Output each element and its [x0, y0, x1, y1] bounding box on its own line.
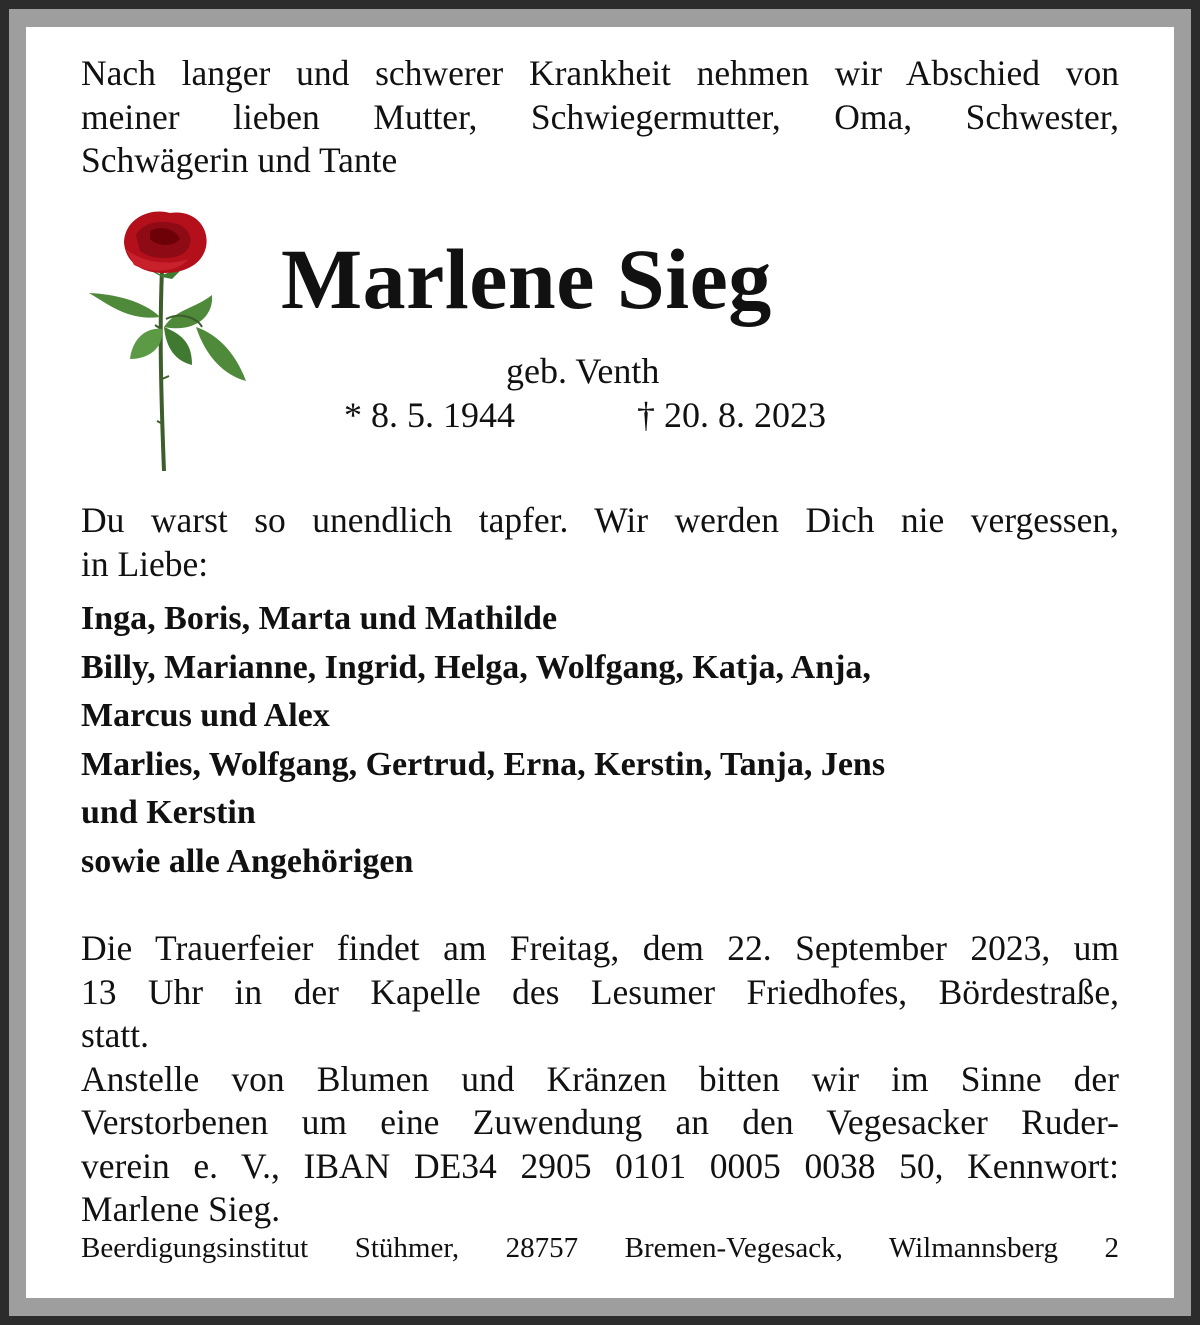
obituary-notice	[26, 27, 1174, 1298]
service-line: Verstorbenen um eine Zuwendung an den Vegesacker Ruder-	[81, 1102, 1119, 1142]
deceased-name: Marlene Sieg	[281, 231, 772, 327]
tribute-line: in Liebe:	[81, 543, 209, 584]
red-rose-icon	[84, 209, 254, 471]
rose-leaf	[130, 329, 162, 359]
birth-name: geb. Venth	[506, 351, 660, 391]
mourner-line: und Kerstin	[81, 794, 256, 831]
tribute-text	[81, 499, 1119, 586]
tribute-line: Du warst so unendlich tapfer. Wir werden Dich nie vergessen,	[81, 500, 1119, 540]
service-line: Die Trauerfeier findet am Freitag, dem 22. September 2023, um	[81, 928, 1119, 968]
service-line: Anstelle von Blumen und Kränzen bitten wir im Sinne der	[81, 1058, 1119, 1099]
mourner-line: Inga, Boris, Marta und Mathilde	[81, 600, 558, 637]
mourner-line: Marlies, Wolfgang, Gertrud, Erna, Kerstin, Tanja, Jens	[81, 745, 886, 783]
rose-leaf	[89, 293, 160, 318]
intro-line: meiner lieben Mutter, Schwiegermutter, Oma, Schwester,	[81, 96, 1119, 137]
funeral-home-footer: Beerdigungsinstitut Stühmer, 28757 Bremen-Vegesack, Wilmannsberg 2	[81, 1232, 1119, 1264]
rose-leaf	[164, 327, 192, 365]
service-line: verein e. V., IBAN DE34 2905 0101 0005 0038 50, Kennwort:	[81, 1145, 1119, 1186]
service-line: statt.	[81, 1015, 150, 1055]
service-text	[81, 927, 1119, 1232]
intro-line: Nach langer und schwerer Krankheit nehmen wir Abschied von	[81, 53, 1119, 93]
rose-stem	[161, 269, 164, 471]
rose-leaf	[196, 327, 246, 381]
death-date: † 20. 8. 2023	[637, 395, 826, 435]
intro-line: Schwägerin und Tante	[81, 140, 398, 180]
mourner-line: Billy, Marianne, Ingrid, Helga, Wolfgang, Katja, Anja,	[81, 648, 871, 686]
mourner-line: sowie alle Angehörigen	[81, 842, 414, 880]
mourners-list	[81, 595, 1119, 886]
service-line: 13 Uhr in der Kapelle des Lesumer Friedhofes, Bördestraße,	[81, 971, 1119, 1012]
mourner-line: Marcus und Alex	[81, 697, 330, 734]
intro-text	[81, 52, 1119, 183]
birth-date: * 8. 5. 1944	[344, 395, 515, 435]
rose-leaf	[164, 295, 212, 328]
service-line: Marlene Sieg.	[81, 1189, 281, 1229]
